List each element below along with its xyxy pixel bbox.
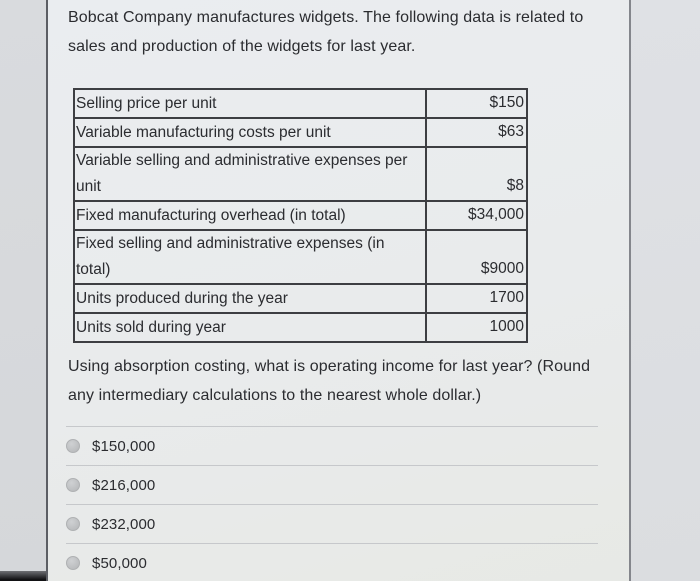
table-row-value: 1000 (426, 313, 527, 342)
table-row-value: $150 (426, 89, 527, 118)
radio-button-icon[interactable] (66, 517, 80, 531)
answer-option-3[interactable] (66, 504, 598, 543)
answer-option-2[interactable] (66, 465, 598, 504)
answer-option-label: $150,000 (92, 437, 156, 455)
radio-button-icon[interactable] (66, 439, 80, 453)
table-row (74, 201, 527, 230)
right-border-line (629, 0, 631, 581)
table-row-label: Fixed manufacturing overhead (in total) (74, 201, 426, 230)
answer-option-1[interactable] (66, 426, 598, 465)
table-row (74, 230, 527, 284)
table-row-value: 1700 (426, 284, 527, 313)
left-margin-strip (0, 0, 46, 581)
table-row (74, 313, 527, 342)
table-row-label: Variable manufacturing costs per unit (74, 118, 426, 147)
table-row (74, 284, 527, 313)
table-row-label: Units sold during year (74, 313, 426, 342)
table-row-label: Units produced during the year (74, 284, 426, 313)
answer-option-label: $232,000 (92, 515, 156, 533)
table-row (74, 147, 527, 201)
table-row-value: $8 (426, 147, 527, 201)
table-row-value: $63 (426, 118, 527, 147)
table-row-label: Variable selling and administrative expenses per unit (74, 147, 426, 201)
table-row-label: Fixed selling and administrative expenses (in total) (74, 230, 426, 284)
table-row-value: $34,000 (426, 201, 527, 230)
answer-options-list (66, 426, 598, 581)
question-intro-text: Bobcat Company manufactures widgets. The following data is related to sales and production of the widgets for last year. (68, 9, 584, 55)
table-row (74, 118, 527, 147)
table-row (74, 89, 527, 118)
answer-option-4[interactable] (66, 543, 598, 581)
table-row-value: $9000 (426, 230, 527, 284)
right-margin-strip (630, 0, 700, 581)
question-text: Using absorption costing, what is operating income for last year? (Round any intermediary calculations to the nearest whole dollar.) (68, 358, 591, 404)
bottom-left-dark-strip (0, 571, 46, 581)
radio-button-icon[interactable] (66, 556, 80, 570)
left-border-line (46, 0, 48, 581)
table-row-label: Selling price per unit (74, 89, 426, 118)
radio-button-icon[interactable] (66, 478, 80, 492)
answer-option-label: $50,000 (92, 554, 147, 572)
answer-option-label: $216,000 (92, 476, 156, 494)
cost-data-table (73, 88, 528, 343)
